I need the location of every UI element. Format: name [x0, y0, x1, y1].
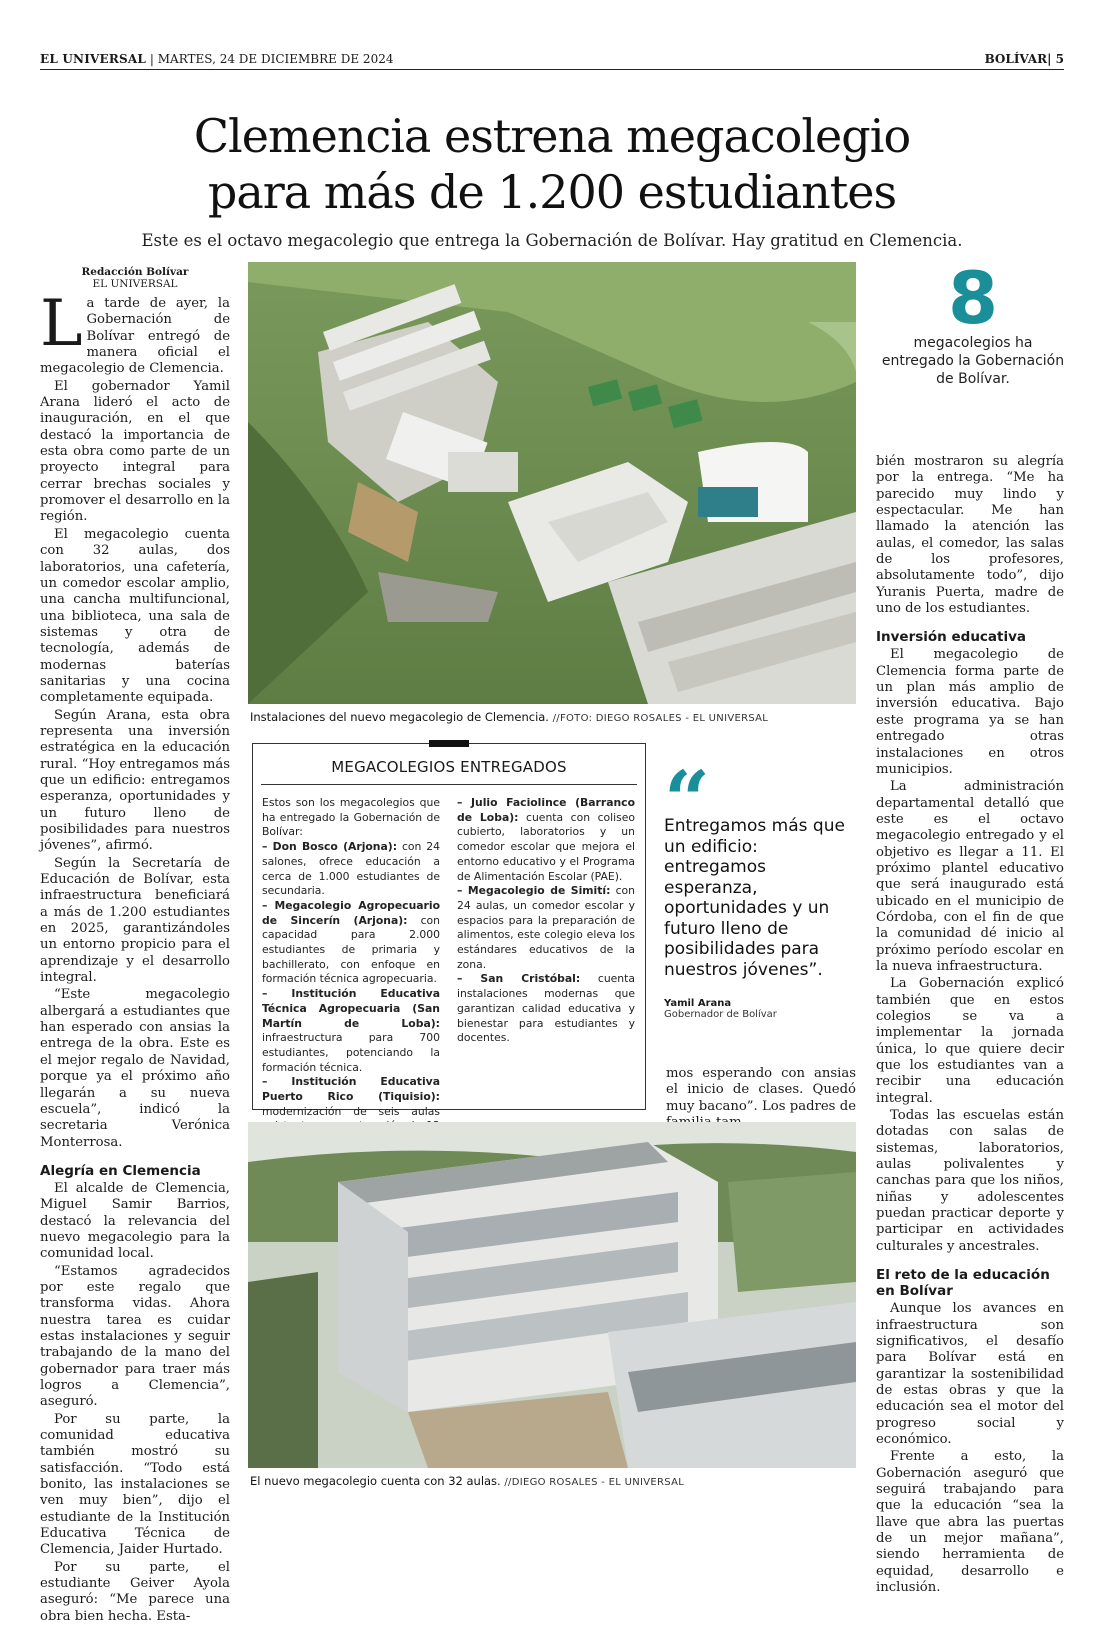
header-left: EL UNIVERSAL | MARTES, 24 DE DICIEMBRE DE 2024 [40, 52, 394, 66]
photo-credit: //FOTO: DIEGO ROSALES - EL UNIVERSAL [552, 713, 769, 724]
paragraph: Por su parte, el estudiante Geiver Ayola aseguró: “Me parece una obra bien hecha. Esta- [40, 1559, 230, 1624]
section-name: BOLÍVAR [984, 52, 1048, 66]
photo-credit: //DIEGO ROSALES - EL UNIVERSAL [504, 1477, 685, 1488]
quote-text: Entregamos más que un edificio: entregamos esperanza, oportunidades y un futuro lleno de posibilidades para nuestros jóvenes”. [664, 816, 845, 980]
box-title: MEGACOLEGIOS ENTREGADOS [331, 758, 567, 776]
paragraph: El megacolegio cuenta con 32 aulas, dos laboratorios, una cafetería, un comedor escolar amplio, una cancha multifuncional, una biblioteca, una sala de sistemas y otra de tecnología, además de modernas baterías sanitarias y una cocina completamente equipada. [40, 526, 230, 706]
box-item: – Julio Faciolince (Barranco de Loba): cuenta con coliseo cubierto, laboratorios y un comedor escolar que mejora el entorno educativo y el Programa de Alimentación Escolar (PAE). [457, 796, 635, 883]
headline [40, 108, 1064, 220]
paragraph: Frente a esto, la Gobernación aseguró que seguirá trabajando para que la educación “sea la llave que abra las puertas de un mejor mañana”, siendo herramienta de equidad, desarrollo e inclusión. [876, 1449, 1064, 1595]
paragraph: “Este megacolegio albergará a estudiantes que han esperado con ansias la entrega de la obra. Este es el mejor regalo de Navidad, porque ya el próximo año llegarán a su nueva escuela”, indicó la secretaria Verónica Monterrosa. [40, 987, 230, 1150]
school-building-photo [248, 1122, 856, 1468]
caption-text: El nuevo megacolegio cuenta con 32 aulas. [250, 1474, 501, 1488]
drop-cap: L [40, 287, 83, 361]
header-rule [40, 69, 1064, 70]
box-item: – Megacolegio Agropecuario de Sincerín (Arjona): con capacidad para 2.000 estudiantes de primaria y bachillerato, con enfoque en formación técnica agropecuaria. [262, 898, 440, 986]
section-heading: El reto de la educación en Bolívar [876, 1267, 1050, 1300]
box-item: – Don Bosco (Arjona): con 24 salones, ofrece educación a cerca de 1.000 estudiantes de secundaria. [262, 840, 440, 898]
paragraph: Todas las escuelas están dotadas con salas de sistemas, laboratorios, aulas polivalentes y canchas para que los niños, niñas y adolescentes puedan practicar deporte y participar en actividades culturales y ancestrales. [876, 1108, 1064, 1254]
paragraph: El alcalde de Clemencia, Miguel Samir Barrios, destacó la relevancia del nuevo megacolegio para la comunidad local. [40, 1180, 230, 1262]
box-rule [261, 784, 637, 785]
stat-text: megacolegios ha entregado la Gobernación de Bolívar. [881, 335, 1065, 387]
header-right: BOLÍVAR| 5 [984, 52, 1064, 66]
paragraph: Aunque los avances en infraestructura son significativos, el desafío para Bolívar está en garantizar la sostenibilidad de estas obras y que la educación sea el motor del progreso social y económico. [876, 1301, 1064, 1447]
section-heading: Alegría en Clemencia [40, 1162, 201, 1179]
aerial-school-illustration [248, 262, 856, 704]
paragraph: El megacolegio de Clemencia forma parte de un plan más amplio de inversión educativa. Bajo este programa ya se han entregado otras instalaciones en otros municipios. [876, 647, 1064, 777]
paragraph: bién mostraron su alegría por la entrega. “Me ha parecido muy lindo y espectacular. Me han llamado la atención las aulas, el comedor, las salas de los profesores, absolutamente todo”, dijo Yuranis Puerta, madre de uno de los estudiantes. [876, 454, 1064, 617]
caption-text: Instalaciones del nuevo megacolegio de Clemencia. [250, 710, 549, 724]
article-column-1 [40, 266, 230, 1626]
byline-outlet: EL UNIVERSAL [92, 278, 178, 290]
box-intro: Estos son los megacolegios que ha entregado la Gobernación de Bolívar: [262, 796, 440, 839]
paragraph: mos esperando con ansias el inicio de clases. Quedó muy bacano”. Los padres de [666, 1066, 856, 1114]
box-item: – Megacolegio de Simití: con 24 aulas, un comedor escolar y espacios para la preparación de alimentos, este colegio eleva los estándares educativos de la zona. [457, 884, 635, 971]
page-number: 5 [1055, 52, 1064, 66]
issue-date: MARTES, 24 DE DICIEMBRE DE 2024 [157, 52, 394, 66]
photo-1-caption [250, 710, 768, 724]
stat-number: 8 [947, 256, 999, 340]
headline-line-2: para más de 1.200 estudiantes [207, 165, 897, 219]
page-header [40, 52, 1064, 70]
headline-line-1: Clemencia estrena megacolegio [193, 109, 911, 163]
paragraph: Según la Secretaría de Educación de Bolívar, esta infraestructura beneficiará a más de 1.200 estudiantes en 2025, garantizándoles un entorno propicio para el aprendizaje y el desarrollo integral. [40, 855, 230, 986]
megacolegios-box [252, 743, 646, 1118]
quote-author-role: Gobernador de Bolívar [664, 1009, 777, 1020]
quote-author: Yamil Arana [664, 998, 732, 1009]
paragraph: Según Arana, esta obra representa una inversión estratégica en la educación rural. “Hoy entregamos más que un edificio: entregamos esperanza, oportunidades y un futuro lleno de posibilidades para nuestros jóvenes”, afirmó. [40, 707, 230, 854]
school-building-illustration [248, 1122, 856, 1468]
box-top-mark [429, 740, 469, 747]
paragraph: El gobernador Yamil Arana lideró el acto de inauguración, en el que destacó la importancia de esta obra como parte de un proyecto integral para cerrar brechas sociales y promover el desarrollo en la región. [40, 378, 230, 525]
paragraph: La administración departamental detalló que este es el octavo megacolegio entregado y el objetivo es llegar a 11. El próximo plantel educativo que será inaugurado está ubicado en el municipio de Córdoba, con el fin de que la comunidad dé inicio al próximo período escolar en la nueva infraestructura. [876, 779, 1064, 974]
quote-mark-icon: “ [664, 753, 711, 847]
box-column-2 [457, 796, 635, 1046]
stat-callout [880, 256, 1066, 388]
box-item: – Institución Educativa Técnica Agropecuaria (San Martín de Loba): infraestructura para 700 estudiantes, potenciando la formación técnica. [262, 987, 440, 1074]
aerial-school-photo [248, 262, 856, 704]
paragraph: Por su parte, la comunidad educativa también mostró su satisfacción. “Todo está bonito, las instalaciones se ven muy bien”, dijo el estudiante de la Institución Educativa Técnica de Clemencia, Jaider Hurtado. [40, 1411, 230, 1558]
box-item: – Institución Educativa Puerto Rico (Tiquisio): modernización de seis aulas [262, 1075, 440, 1118]
paragraph: “Estamos agradecidos por este regalo que transforma vidas. Ahora nuestra tarea es cuidar estas instalaciones y seguir trabajando de la mano del gobernador para traer más logros a Clemencia”, aseguró. [40, 1263, 230, 1410]
pull-quote [664, 753, 864, 1020]
lead-paragraph: La tarde de ayer, la Gobernación de Bolívar entregó de manera oficial el megacolegio de Clemencia. [40, 287, 230, 377]
photo-2-caption [250, 1474, 684, 1488]
section-heading: Inversión educativa [876, 629, 1027, 646]
box-item: – San Cristóbal: cuenta instalaciones modernas que garantizan calidad educativa y bienestar para estudiantes y docentes. [457, 972, 635, 1045]
subheadline: Este es el octavo megacolegio que entrega la Gobernación de Bolívar. Hay gratitud en Clemencia. [141, 231, 963, 250]
box-column-1 [262, 796, 440, 1178]
newspaper-name: EL UNIVERSAL [40, 52, 147, 66]
paragraph: La Gobernación explicó también que en estos colegios se va a implementar la jornada única, lo que quiere decir que los estudiantes van a recibir una educación integral. [876, 976, 1064, 1106]
article-column-4 [876, 454, 1064, 1597]
byline-author: Redacción Bolívar [81, 266, 189, 278]
